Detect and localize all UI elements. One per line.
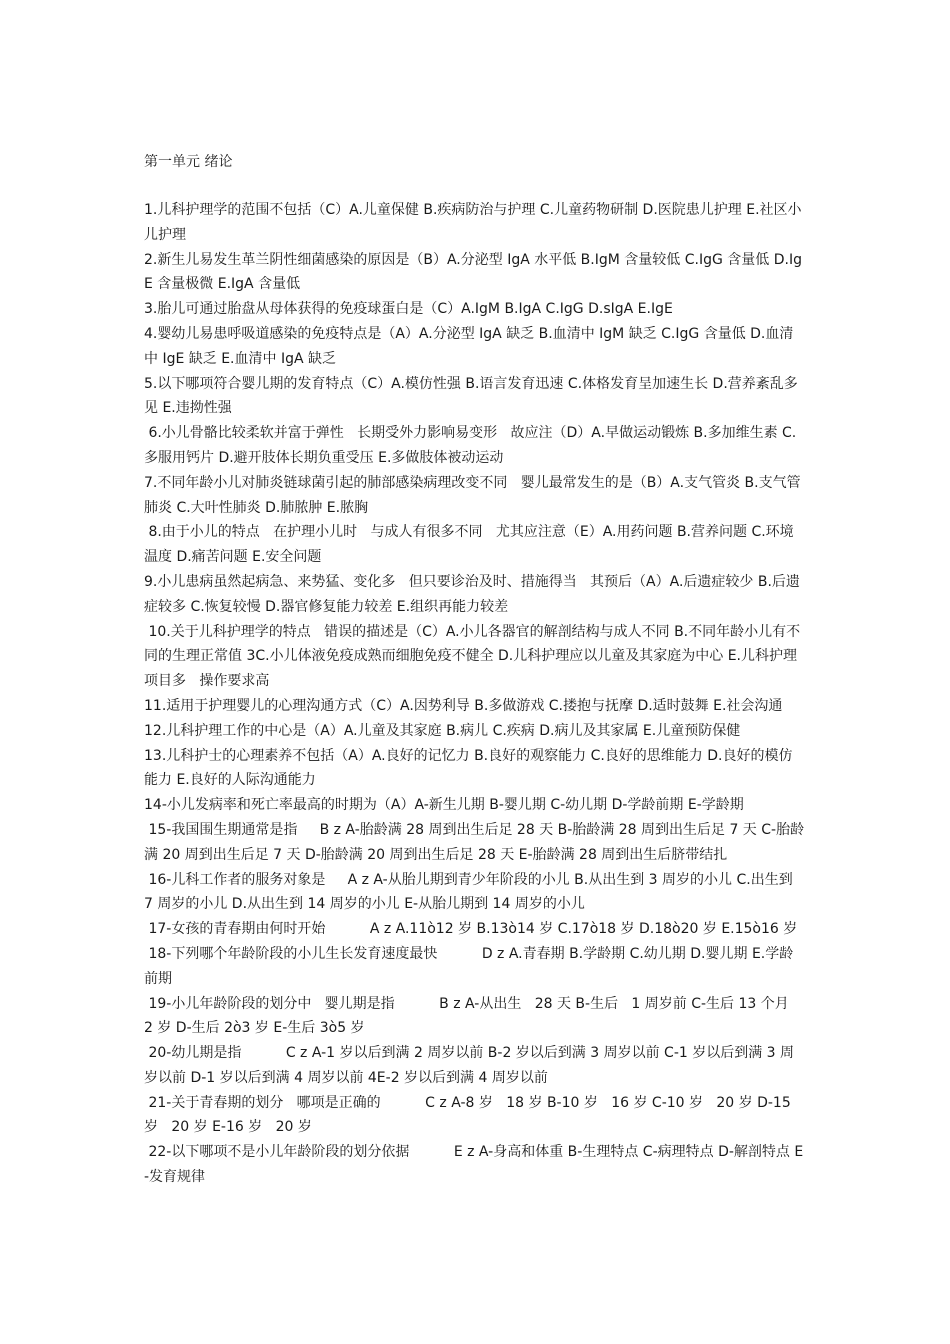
question-item: 13.儿科护士的心理素养不包括（A）A.良好的记忆力 B.良好的观察能力 C.良好的思维能力 D.良好的模仿能力 E.良好的人际沟通能力 (144, 747, 793, 789)
question-item: 21-关于青春期的划分 哪项是正确的 C z A-8 岁 18 岁 B-10 岁 16 岁 C-10 岁 20 岁 D-15 岁 20 岁 E-16 岁 20 岁 (144, 1094, 796, 1136)
unit-title: 第一单元 绪论 (144, 154, 233, 170)
question-item: 18-下列哪个年龄阶段的小儿生长发育速度最快 D z A.青春期 B.学龄期 C.幼儿期 D.婴儿期 E.学龄前期 (144, 945, 794, 987)
question-item: 15-我国围生期通常是指 B z A-胎龄满 28 周到出生后足 28 天 B-胎龄满 28 周到出生后足 7 天 C-胎龄满 20 周到出生后足 7 天 D-胎龄满 20 周到出生后足 28 天 E-胎龄满 28 周到出生后脐带结扎 (144, 821, 805, 863)
question-item: 19-小儿年龄阶段的划分中 婴儿期是指 B z A-从出生 28 天 B-生后 1 周岁前 C-生后 13 个月 2 岁 D-生后 2ò3 岁 E-生后 3ò5 岁 (144, 995, 803, 1037)
question-item: 1.儿科护理学的范围不包括（C）A.儿童保健 B.疾病防治与护理 C.儿童药物研制 D.医院患儿护理 E.社区小儿护理 (144, 202, 802, 243)
question-list (144, 198, 806, 1190)
question-item: 20-幼儿期是指 C z A-1 岁以后到满 2 周岁以前 B-2 岁以后到满 3 周岁以前 C-1 岁以后到满 3 周岁以前 D-1 岁以后到满 4 周岁以前 4E-2 岁以后到满 4 周岁以前 (144, 1045, 795, 1086)
question-item: 6.小儿骨骼比较柔软并富于弹性 长期受外力影响易变形 故应注（D）A.早做运动锻炼 B.多加维生素 C.多服用钙片 D.避开肢体长期负重受压 E.多做肢体被动运动 (144, 425, 797, 466)
question-item: 9.小儿患病虽然起病急、来势猛、变化多 但只要诊治及时、措施得当 其预后（A）A.后遗症较少 B.后遗症较多 C.恢复较慢 D.器官修复能力较差 E.组织再能力较差 (144, 573, 800, 615)
question-item: 5.以下哪项符合婴儿期的发育特点（C）A.模仿性强 B.语言发育迅速 C.体格发育呈加速生长 D.营养紊乱多见 E.违拗性强 (144, 375, 798, 417)
question-item: 16-儿科工作者的服务对象是 A z A-从胎儿期到青少年阶段的小儿 B.从出生到 3 周岁的小儿 C.出生到 7 周岁的小儿 D.从出生到 14 周岁的小儿 E-从胎儿期到 14 周岁的小儿 (144, 871, 798, 913)
question-item: 2.新生儿易发生革兰阴性细菌感染的原因是（B）A.分泌型 IgA 水平低 B.IgM 含量较低 C.IgG 含量低 D.IgE 含量极微 E.IgA 含量低 (144, 251, 802, 293)
question-item: 14-小儿发病率和死亡率最高的时期为（A）A-新生儿期 B-婴儿期 C-幼儿期 D-学龄前期 E-学龄期 (144, 797, 744, 814)
question-item: 8.由于小儿的特点 在护理小儿时 与成人有很多不同 尤其应注意（E）A.用药问题 B.营养问题 C.环境温度 D.痛苦问题 E.安全问题 (144, 524, 794, 566)
question-item: 11.适用于护理婴儿的心理沟通方式（C）A.因势利导 B.多做游戏 C.搂抱与抚摩 D.适时鼓舞 E.社会沟通 (144, 697, 783, 714)
question-item: 22-以下哪项不是小儿年龄阶段的划分依据 E z A-身高和体重 B-生理特点 C-病理特点 D-解剖特点 E-发育规律 (144, 1144, 804, 1186)
question-item: 3.胎儿可通过胎盘从母体获得的免疫球蛋白是（C）A.IgM B.IgA C.IgG D.sIgA E.IgE (144, 301, 673, 318)
question-item: 10.关于儿科护理学的特点 错误的描述是（C）A.小儿各器官的解剖结构与成人不同 B.不同年龄小儿有不同的生理正常值 3C.小儿体液免疫成熟而细胞免疫不健全 D.儿科护理应以儿童及其家庭为中心 E.儿科护理项目多 操作要求高 (144, 623, 801, 690)
question-item: 4.婴幼儿易患呼吸道感染的免疫特点是（A）A.分泌型 IgA 缺乏 B.血清中 IgM 缺乏 C.IgG 含量低 D.血清中 IgE 缺乏 E.血清中 IgA 缺乏 (144, 325, 794, 367)
document-page (144, 150, 806, 1190)
question-item: 12.儿科护理工作的中心是（A）A.儿童及其家庭 B.病儿 C.疾病 D.病儿及其家属 E.儿童预防保健 (144, 722, 741, 739)
question-item: 7.不同年龄小儿对肺炎链球菌引起的肺部感染病理改变不同 婴儿最常发生的是（B）A.支气管炎 B.支气管肺炎 C.大叶性肺炎 D.肺脓肿 E.脓胸 (144, 474, 801, 516)
question-item: 17-女孩的青春期由何时开始 A z A.11ò12 岁 B.13ò14 岁 C.17ò18 岁 D.18ò20 岁 E.15ò16 岁 (144, 921, 798, 938)
